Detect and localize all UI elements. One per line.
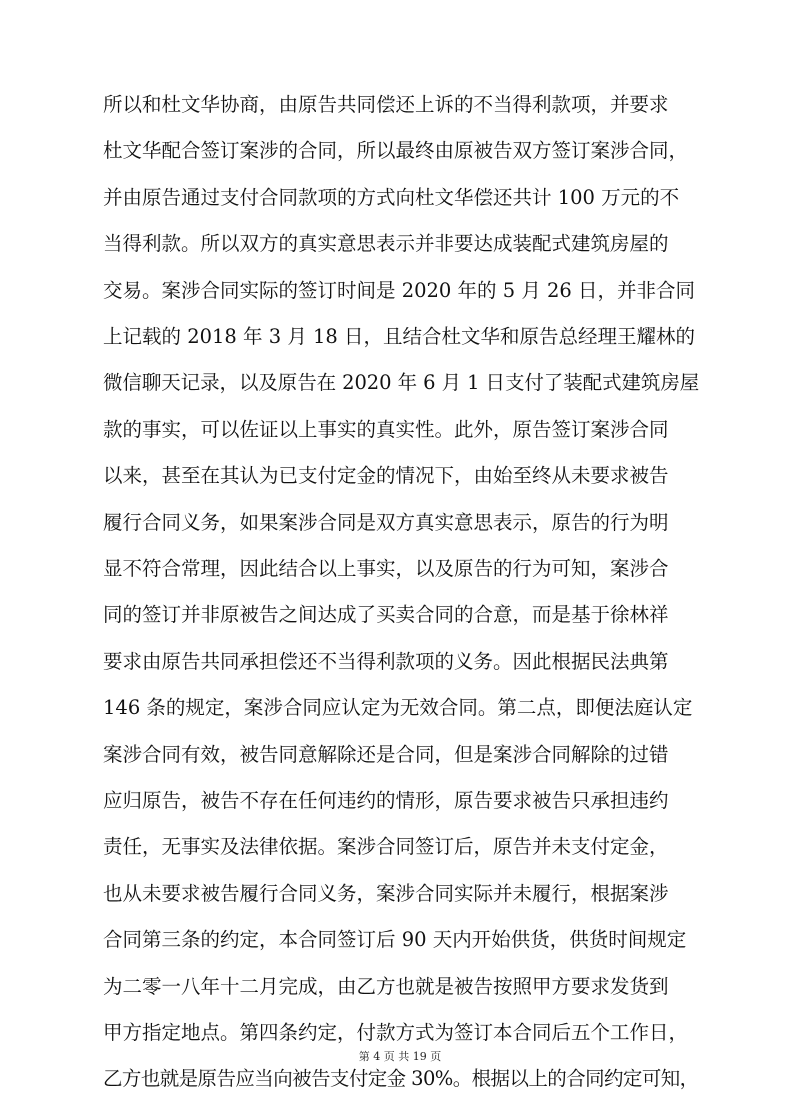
paragraph-line: 并由原告通过支付合同款项的方式向杜文华偿还共计 100 万元的不 <box>103 185 680 209</box>
paragraph-line: 显不符合常理，因此结合以上事实，以及原告的行为可知，案涉合 <box>103 557 669 580</box>
paragraph-line: 责任，无事实及法律依据。案涉合同签订后，原告并未支付定金， <box>103 835 669 859</box>
paragraph-line: 微信聊天记录，以及原告在 2020 年 6 月 1 日支付了装配式建筑房屋 <box>103 371 700 395</box>
paragraph-line: 当得利款。所以双方的真实意思表示并非要达成装配式建筑房屋的 <box>103 232 669 256</box>
paragraph-line: 款的事实，可以佐证以上事实的真实性。此外，原告签订案涉合同 <box>103 417 669 441</box>
paragraph-line: 所以和杜文华协商，由原告共同偿还上诉的不当得利款项，并要求 <box>103 93 669 116</box>
paragraph-line: 履行合同义务，如果案涉合同是双方真实意思表示，原告的行为明 <box>103 510 669 534</box>
paragraph-line: 合同第三条的约定，本合同签订后 90 天内开始供货，供货时间规定 <box>103 928 687 952</box>
paragraph-line: 乙方也就是原告应当向被告支付定金 30%。根据以上的合同约定可知， <box>103 1067 699 1091</box>
paragraph-line: 杜文华配合签订案涉的合同，所以最终由原被告双方签订案涉合同， <box>103 139 689 163</box>
paragraph-line: 交易。案涉合同实际的签订时间是 2020 年的 5 月 26 日，并非合同 <box>103 278 696 302</box>
paragraph-line: 也从未要求被告履行合同义务，案涉合同实际并未履行，根据案涉 <box>103 881 669 905</box>
page-number-footer: 第 4 页 共 19 页 <box>358 1050 442 1063</box>
paragraph-line: 146 条的规定，案涉合同应认定为无效合同。第二点，即便法庭认定 <box>103 696 693 720</box>
paragraph-line: 应归原告，被告不存在任何违约的情形，原告要求被告只承担违约 <box>103 789 669 812</box>
paragraph-line: 以来，甚至在其认为已支付定金的情况下，由始至终从未要求被告 <box>103 464 669 488</box>
paragraph-line: 甲方指定地点。第四条约定，付款方式为签订本合同后五个工作日， <box>103 1021 689 1044</box>
paragraph-line: 上记载的 2018 年 3 月 18 日，且结合杜文华和原告总经理王耀林的 <box>103 325 696 348</box>
paragraph-line: 案涉合同有效，被告同意解除还是合同，但是案涉合同解除的过错 <box>103 742 669 766</box>
paragraph-line: 要求由原告共同承担偿还不当得利款项的义务。因此根据民法典第 <box>103 649 669 673</box>
paragraph-line: 为二零一八年十二月完成，由乙方也就是被告按照甲方要求发货到 <box>103 974 669 998</box>
paragraph-line: 同的签订并非原被告之间达成了买卖合同的合意，而是基于徐林祥 <box>103 603 669 627</box>
